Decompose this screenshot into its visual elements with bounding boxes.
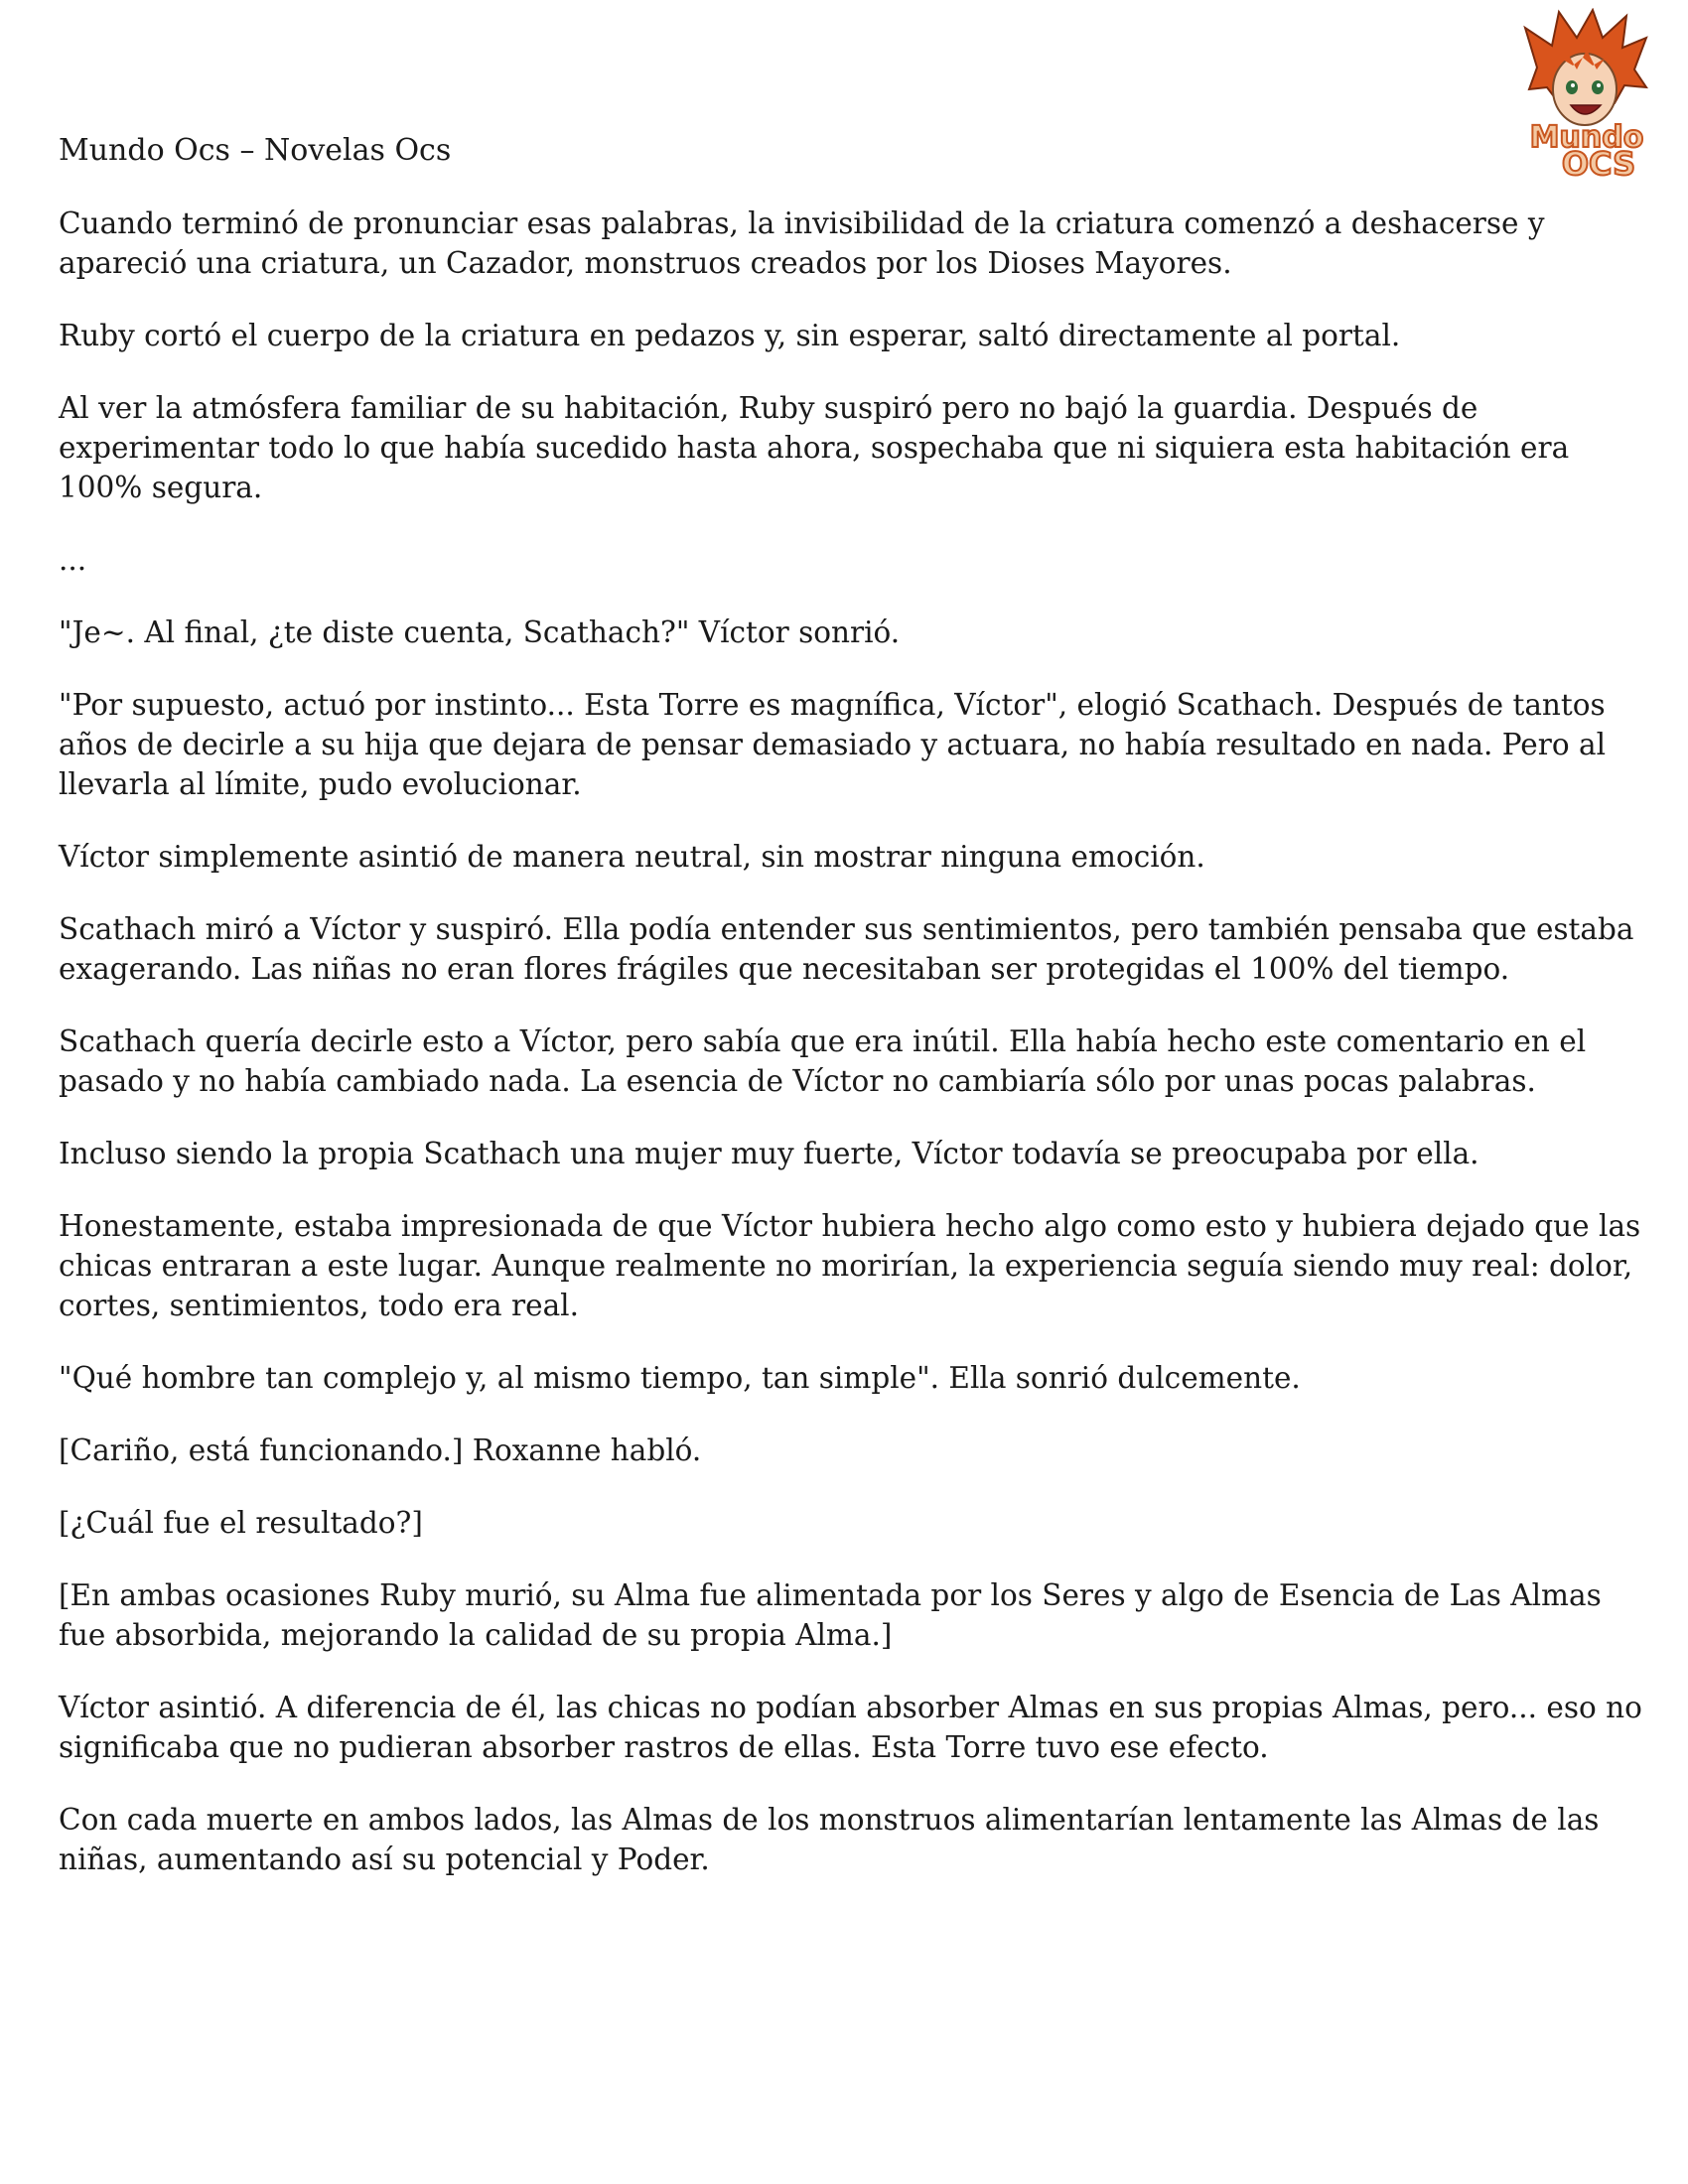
paragraph: Honestamente, estaba impresionada de que Víctor hubiera hecho algo como esto y hubiera dejado que las chicas entraran a este lugar. Aunque realmente no morirían, la experiencia seguía siendo muy real: dolor, cortes, sentimientos, todo era real. <box>59 1209 1641 1322</box>
paragraph: "Je~. Al final, ¿te diste cuenta, Scathach?" Víctor sonrió. <box>59 615 901 649</box>
document-body <box>59 204 1647 1912</box>
paragraph: ... <box>59 543 87 577</box>
paragraph: Con cada muerte en ambos lados, las Almas de los monstruos alimentarían lentamente las Almas de las niñas, aumentando así su potencial y Poder. <box>59 1803 1600 1876</box>
document-header: Mundo Ocs – Novelas Ocs <box>59 133 452 168</box>
paragraph: "Por supuesto, actuó por instinto... Esta Torre es magnífica, Víctor", elogió Scathach. Después de tantos años de decirle a su hija que dejara de pensar demasiado y actuara, no había resultado en nada. Pero al llevarla al límite, pudo evolucionar. <box>59 688 1607 801</box>
paragraph: Cuando terminó de pronunciar esas palabras, la invisibilidad de la criatura comenzó a deshacerse y apareció una criatura, un Cazador, monstruos creados por los Dioses Mayores. <box>59 206 1545 280</box>
paragraph: Al ver la atmósfera familiar de su habitación, Ruby suspiró pero no bajó la guardia. Después de experimentar todo lo que había sucedido hasta ahora, sospechaba que ni siquiera esta habitación era 100% segura. <box>59 391 1570 504</box>
logo-text-ocs: OCS <box>1561 145 1636 179</box>
paragraph: Víctor simplemente asintió de manera neutral, sin mostrar ninguna emoción. <box>59 840 1205 874</box>
paragraph: Scathach miró a Víctor y suspiró. Ella podía entender sus sentimientos, pero también pensaba que estaba exagerando. Las niñas no eran flores frágiles que necesitaban ser protegidas el 100% del tiempo. <box>59 912 1634 986</box>
paragraph: Incluso siendo la propia Scathach una mujer muy fuerte, Víctor todavía se preocupaba por ella. <box>59 1137 1479 1170</box>
paragraph: "Qué hombre tan complejo y, al mismo tiempo, tan simple". Ella sonrió dulcemente. <box>59 1361 1301 1395</box>
paragraph: [En ambas ocasiones Ruby murió, su Alma fue alimentada por los Seres y algo de Esencia de Las Almas fue absorbida, mejorando la calidad de su propia Alma.] <box>59 1578 1602 1652</box>
logo-text-mundo: Mundo <box>1529 120 1644 155</box>
mundo-ocs-logo-icon <box>1507 8 1666 179</box>
paragraph: Scathach quería decirle esto a Víctor, pero sabía que era inútil. Ella había hecho este comentario en el pasado y no había cambiado nada. La esencia de Víctor no cambiaría sólo por unas pocas palabras. <box>59 1024 1587 1098</box>
paragraph: Ruby cortó el cuerpo de la criatura en pedazos y, sin esperar, saltó directamente al portal. <box>59 319 1401 352</box>
paragraph: Víctor asintió. A diferencia de él, las chicas no podían absorber Almas en sus propias Almas, pero... eso no significaba que no pudieran absorber rastros de ellas. Esta Torre tuvo ese efecto. <box>59 1691 1642 1764</box>
paragraph: [Cariño, está funcionando.] Roxanne habló. <box>59 1433 702 1467</box>
paragraph: [¿Cuál fue el resultado?] <box>59 1506 423 1540</box>
